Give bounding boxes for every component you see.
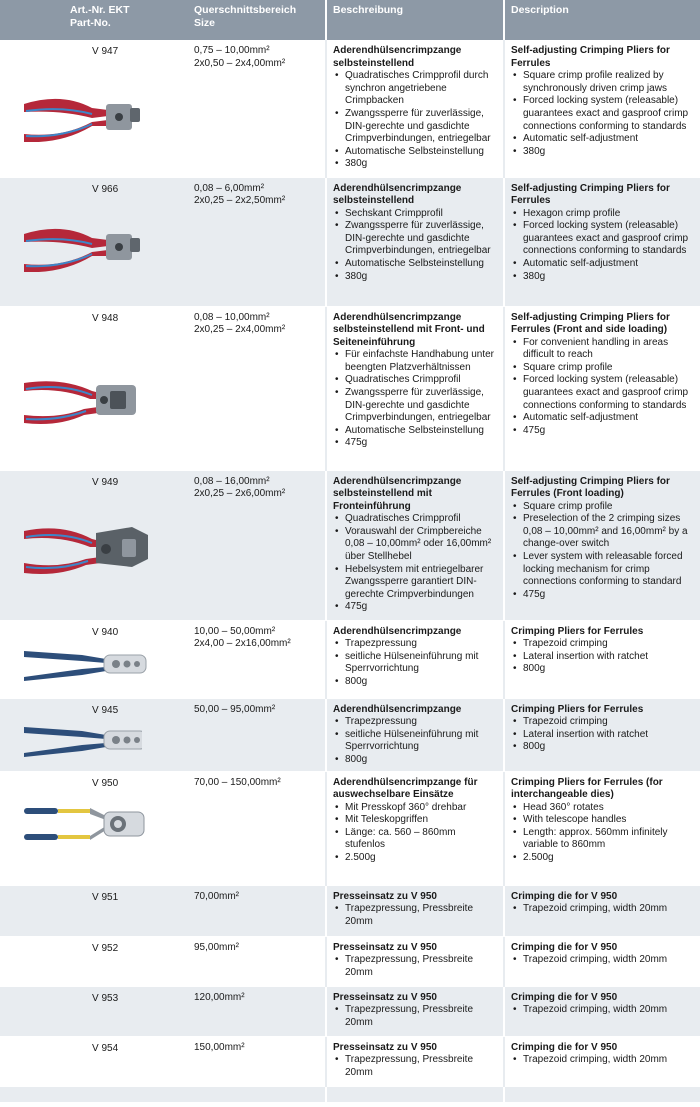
feature-item-de: • Automatische Selbsteinstellung [333,258,497,271]
feature-item-en: • 380g [511,271,694,284]
size-cell [188,306,326,470]
size-range: 2x0,25 – 2x2,50mm² [194,195,286,207]
product-title-de: Aderendhülsencrimpzange selbsteinstellend mit Fronteinführung [333,475,462,512]
product-title-de: Aderendhülsencrimpzange [333,703,462,715]
table-row [0,620,700,698]
feature-item-en: • With telescope handles [511,814,694,827]
feature-item-en: • Trapezoid crimping, width 20mm [511,1054,694,1067]
size-cell [188,1036,326,1086]
feature-item-de: • 380g [333,271,497,284]
feature-list-de [333,513,497,614]
feature-item-de: • Zwangssperre für zuverlässige, DIN-gerechte und gasdichte Crimpverbindungen, entriegelbar [333,220,497,258]
feature-item-de: • 2.500g [333,852,497,865]
table-row [0,177,700,306]
product-title-en: Crimping die for V 950 [511,1041,618,1053]
description-en-cell [504,771,700,885]
part-number: V 940 [92,626,119,638]
part-number: V 945 [92,704,119,716]
feature-list-en [511,1004,694,1017]
product-title-en: Self-adjusting Crimping Pliers for Ferrules (Front and side loading) [511,311,670,336]
part-cell [0,885,188,936]
size-range: 0,75 – 10,00mm² [194,45,270,56]
feature-list-en [511,716,694,754]
product-title-en: Crimping Pliers for Ferrules (for interchangeable dies) [511,776,663,801]
table-row [0,40,700,177]
feature-list-de [333,1054,497,1079]
feature-item-en: • Forced locking system (releasable) guarantees exact and gasproof crimp connections conforming to standards [511,95,694,133]
feature-list-de [333,716,497,766]
description-en-cell [504,986,700,1036]
part-number: V 952 [92,942,119,954]
size-cell [188,771,326,885]
part-cell [0,986,188,1036]
part-cell [0,936,188,986]
feature-item-de: • Vorauswahl der Crimpbereiche 0,08 – 10,00mm² oder 16,00mm² über Stellhebel [333,526,497,564]
feature-item-en: • Lateral insertion with ratchet [511,651,694,664]
feature-item-en: • Trapezoid crimping [511,638,694,651]
size-range: 2x0,25 – 2x4,00mm² [194,324,286,336]
header-size-line2: Size [194,17,216,29]
part-cell [0,698,188,771]
feature-item-de: • Trapezpressung, Pressbreite 20mm [333,1054,497,1079]
feature-item-de: • 475g [333,601,497,614]
size-range: 0,08 – 6,00mm² [194,182,265,194]
table-row [0,936,700,986]
feature-item-de: • seitliche Hülseneinführung mit Sperrvorrichtung [333,651,497,676]
description-en-cell [504,698,700,771]
feature-item-en: • For convenient handling in areas difficult to reach [511,337,694,362]
feature-list-en [511,337,694,438]
header-size [188,0,326,40]
feature-item-de: • Trapezpressung, Pressbreite 20mm [333,903,497,928]
feature-item-en: • 800g [511,663,694,676]
header-size-line1: Querschnittsbereich [194,4,297,16]
crimping-pliers-large-icon [22,643,150,688]
feature-item-de: • Quadratisches Crimpprofil [333,513,497,526]
feature-item-en: • Forced locking system (releasable) guarantees exact and gasproof crimp connections conforming to standards [511,220,694,258]
size-range: 0,08 – 10,00mm² [194,311,270,323]
product-title-en: Self-adjusting Crimping Pliers for Ferrules [511,45,670,69]
feature-item-en: • Automatic self-adjustment [511,133,694,146]
part-number: V 948 [92,312,119,324]
feature-item-en: • Trapezoid crimping, width 20mm [511,903,694,916]
size-range: 10,00 – 50,00mm² [194,625,276,637]
table-row [0,986,700,1036]
feature-list-de [333,638,497,688]
feature-list-de [333,1004,497,1029]
description-de-cell [326,1036,504,1086]
feature-item-en: • Forced locking system (releasable) guarantees exact and gasproof crimp connections conforming to standards [511,374,694,412]
feature-list-de [333,349,497,450]
size-range: 2x4,00 – 2x16,00mm² [194,638,291,650]
feature-item-en: • Square crimp profile [511,362,694,375]
size-cell [188,885,326,936]
part-number: V 953 [92,992,119,1004]
feature-item-de: • 800g [333,754,497,767]
feature-list-en [511,1054,694,1067]
product-title-de: Aderendhülsencrimpzange selbsteinstellend [333,45,462,69]
feature-item-de: • seitliche Hülseneinführung mit Sperrvorrichtung [333,729,497,754]
feature-item-en: • Lever system with releasable forced locking mechanism for crimp connections conforming to standard [511,551,694,589]
feature-list-en [511,903,694,916]
feature-list-en [511,802,694,865]
feature-item-de: • Sechskant Crimpprofil [333,208,497,221]
feature-item-de: • Trapezpressung [333,638,497,651]
product-title-de: Presseinsatz zu V 950 [333,890,437,902]
size-cell [188,470,326,620]
table-row [0,885,700,936]
feature-item-de: • Quadratisches Crimpprofil [333,374,497,387]
size-cell [188,986,326,1036]
part-number: V 949 [92,476,119,488]
crimping-pliers-large-icon [22,719,142,764]
feature-item-de: • Automatische Selbsteinstellung [333,425,497,438]
size-range: 150,00mm² [194,1041,245,1053]
header-description-en: Description [504,0,700,40]
table-row [0,306,700,470]
feature-item-en: • 380g [511,146,694,159]
table-row [0,1036,700,1086]
feature-item-en: • Lateral insertion with ratchet [511,729,694,742]
size-range: 50,00 – 95,00mm² [194,703,276,715]
description-en-cell [504,470,700,620]
size-range: 120,00mm² [194,991,245,1003]
part-cell [0,177,188,306]
size-range: 0,08 – 16,00mm² [194,475,270,487]
description-de-cell [326,885,504,936]
feature-list-de [333,802,497,865]
feature-item-en: • Trapezoid crimping, width 20mm [511,954,694,967]
size-range: 70,00 – 150,00mm² [194,776,281,788]
product-title-en: Crimping die for V 950 [511,941,618,953]
description-en-cell [504,177,700,306]
feature-item-de: • Trapezpressung, Pressbreite 20mm [333,954,497,979]
description-en-cell [504,40,700,177]
feature-item-en: • Length: approx. 560mm infinitely variable to 860mm [511,827,694,852]
size-cell [188,620,326,698]
feature-item-de: • Mit Presskopf 360° drehbar [333,802,497,815]
description-en-cell [504,1036,700,1086]
feature-item-de: • Für einfachste Handhabung unter beengten Platzverhältnissen [333,349,497,374]
product-title-en: Self-adjusting Crimping Pliers for Ferrules (Front loading) [511,475,670,500]
header-part-line2: Part-No. [70,17,111,29]
feature-list-en [511,954,694,967]
feature-item-de: • Hebelsystem mit entriegelbarer Zwangssperre garantiert DIN-gerechte Crimpverbindungen [333,564,497,602]
product-title-de: Presseinsatz zu V 950 [333,941,437,953]
size-cell [188,936,326,986]
feature-item-en: • Preselection of the 2 crimping sizes 0,08 – 10,00mm² and 16,00mm² by a change-over switch [511,513,694,551]
table-row [0,470,700,620]
product-title-de: Aderendhülsencrimpzange selbsteinstellend mit Front- und Seiteneinführung [333,311,485,348]
crimping-pliers-front-side-icon [22,375,142,438]
feature-item-en: • Square crimp profile realized by synchronously driven crimp jaws [511,70,694,95]
description-de-cell [326,470,504,620]
part-number: V 950 [92,777,119,789]
feature-item-de: • Zwangssperre für zuverlässige, DIN-gerechte und gasdichte Crimpverbindungen, entriegelbar [333,387,497,425]
part-number: V 966 [92,183,119,195]
description-de-cell [326,936,504,986]
product-title-en: Crimping die for V 950 [511,991,618,1003]
feature-item-en: • 2.500g [511,852,694,865]
size-cell [188,177,326,306]
product-title-de: Aderendhülsencrimpzange [333,625,462,637]
feature-list-en [511,208,694,284]
feature-list-de [333,903,497,928]
feature-item-de: • 475g [333,437,497,450]
header-part-no [0,0,188,40]
feature-list-de [333,954,497,979]
product-title-de: Aderendhülsencrimpzange selbsteinstellend [333,182,462,207]
feature-item-de: • Mit Teleskopgriffen [333,814,497,827]
feature-list-en [511,70,694,158]
description-de-cell [326,177,504,306]
product-title-en: Self-adjusting Crimping Pliers for Ferrules [511,182,670,207]
size-cell [188,698,326,771]
description-en-cell [504,620,700,698]
part-number: V 947 [92,46,119,57]
product-title-de: Presseinsatz zu V 950 [333,991,437,1003]
product-title-en: Crimping Pliers for Ferrules [511,625,644,637]
table-header [0,0,700,40]
header-description-de: Beschreibung [326,0,504,40]
crimping-pliers-front-icon [22,519,152,588]
description-de-cell [326,306,504,470]
description-de-cell [326,771,504,885]
part-cell [0,306,188,470]
feature-item-en: • Automatic self-adjustment [511,258,694,271]
size-range: 2x0,50 – 2x4,00mm² [194,57,286,69]
part-cell [0,40,188,177]
product-title-en: Crimping die for V 950 [511,890,618,902]
crimping-pliers-telescopic-icon [22,798,150,855]
part-cell [0,620,188,698]
size-range: 70,00mm² [194,890,240,902]
feature-item-en: • 475g [511,589,694,602]
feature-item-de: • Länge: ca. 560 – 860mm stufenlos [333,827,497,852]
feature-item-de: • Zwangssperre für zuverlässige, DIN-gerechte und gasdichte Crimpverbindungen, entriegelbar [333,108,497,146]
feature-item-de: • 380g [333,158,497,171]
feature-list-en [511,638,694,676]
header-part-line1: Art.-Nr. EKT [70,4,130,16]
table-row-partial [0,1086,700,1102]
description-de-cell [326,698,504,771]
feature-list-de [333,208,497,284]
feature-item-en: • Trapezoid crimping, width 20mm [511,1004,694,1017]
size-cell [188,40,326,177]
feature-item-de: • Trapezpressung [333,716,497,729]
product-title-de: Presseinsatz zu V 950 [333,1041,437,1053]
feature-item-en: • Automatic self-adjustment [511,412,694,425]
part-cell [0,1036,188,1086]
table-row [0,771,700,885]
product-title-en: Crimping Pliers for Ferrules [511,703,644,715]
description-de-cell [326,620,504,698]
feature-item-en: • Square crimp profile [511,501,694,514]
size-range: 95,00mm² [194,941,240,953]
part-number: V 951 [92,891,119,903]
description-de-cell [326,40,504,177]
feature-item-de: • Trapezpressung, Pressbreite 20mm [333,1004,497,1029]
feature-list-de [333,70,497,171]
feature-list-en [511,501,694,602]
feature-item-de: • Automatische Selbsteinstellung [333,146,497,159]
feature-item-en: • Trapezoid crimping [511,716,694,729]
part-cell [0,470,188,620]
description-en-cell [504,936,700,986]
crimping-pliers-icon [22,220,142,277]
crimping-pliers-icon [22,90,142,147]
table-row [0,698,700,771]
feature-item-de: • 800g [333,676,497,689]
feature-item-de: • Quadratisches Crimpprofil durch synchron angetriebene Crimpbacken [333,70,497,108]
feature-item-en: • 475g [511,425,694,438]
feature-item-en: • 800g [511,741,694,754]
size-range: 2x0,25 – 2x6,00mm² [194,488,286,500]
product-title-de: Aderendhülsencrimpzange für auswechselbare Einsätze [333,776,478,801]
part-number: V 954 [92,1042,119,1054]
feature-item-en: • Hexagon crimp profile [511,208,694,221]
table-body [0,40,700,1102]
description-en-cell [504,306,700,470]
part-cell [0,771,188,885]
description-de-cell [326,986,504,1036]
description-en-cell [504,885,700,936]
feature-item-en: • Head 360° rotates [511,802,694,815]
